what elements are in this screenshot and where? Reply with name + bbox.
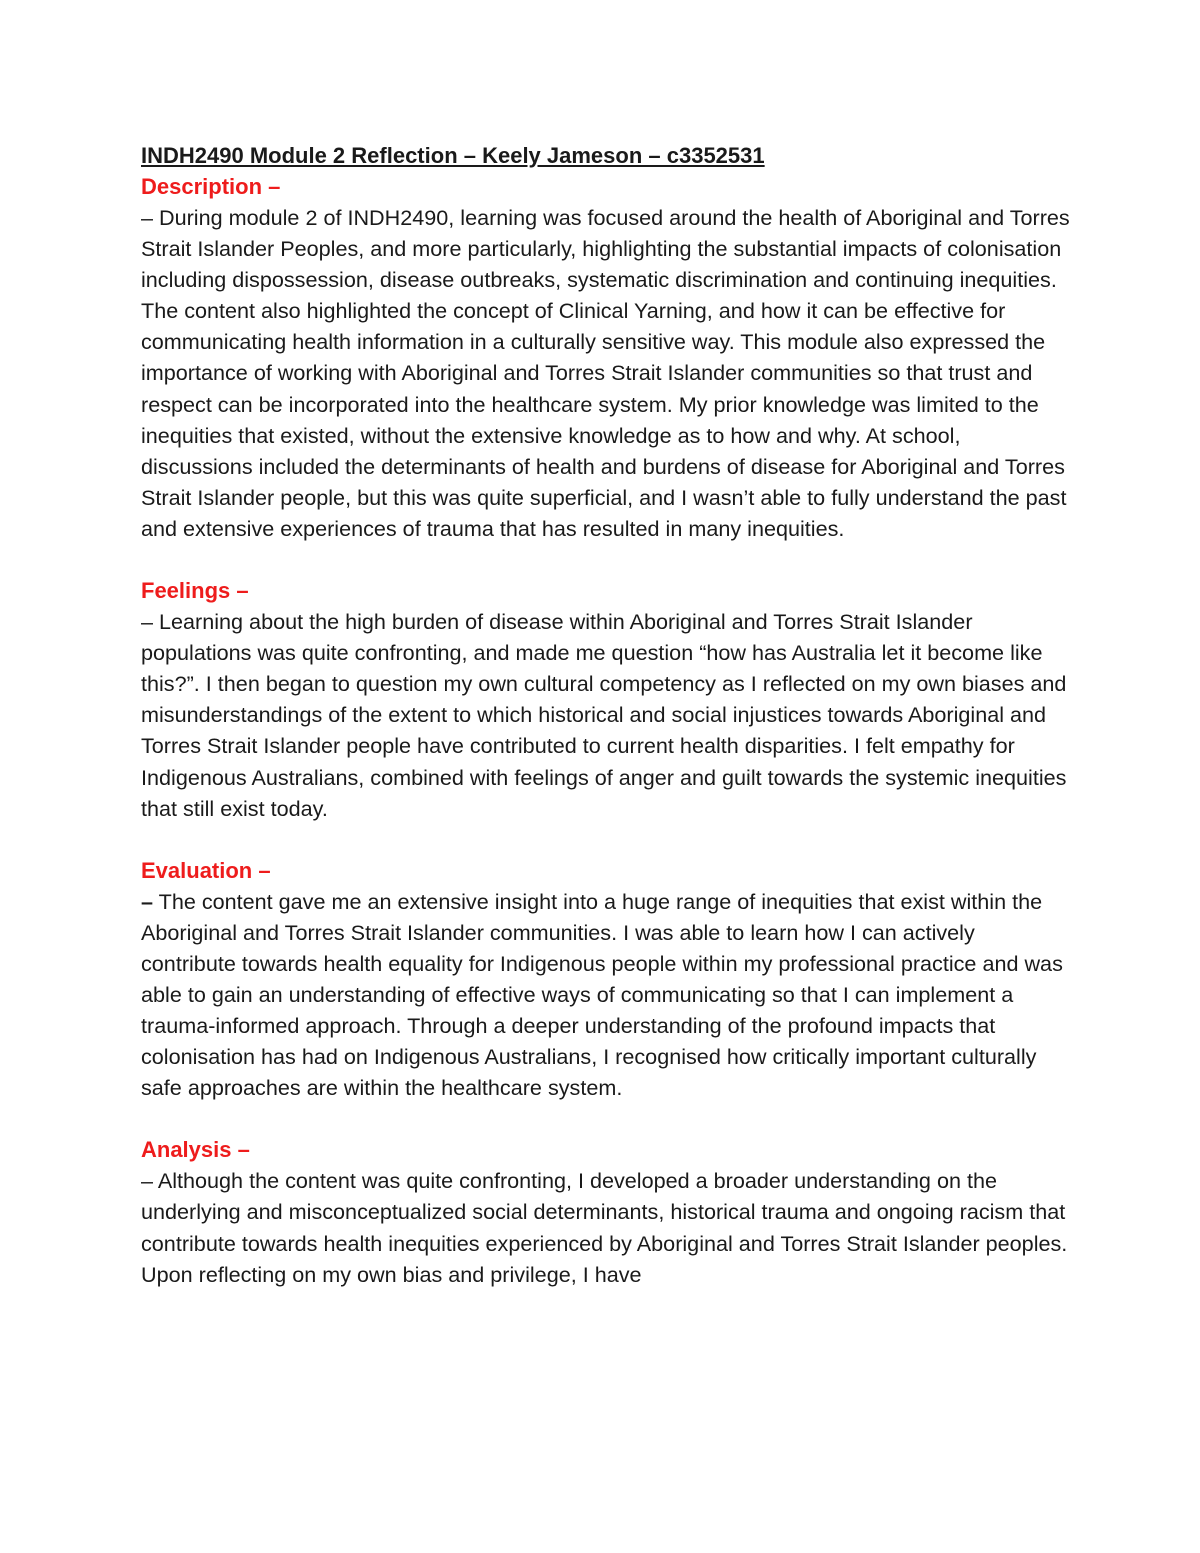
section-heading-evaluation: Evaluation – (141, 857, 271, 883)
evaluation-dash: – (141, 888, 154, 914)
section-body-description: – During module 2 of INDH2490, learning was focused around the health of Aboriginal and Torres Strait Islander Peoples, and more particularly, highlighting the substantial impacts of colonisation including dispossession, disease outbreaks, systematic discrimination and continuing inequities. The content also highlighted the concept of Clinical Yarning, and how it can be effective for communicating health information in a culturally sensitive way. This module also expressed the importance of working with Aboriginal and Torres Strait Islander communities so that trust and respect can be incorporated into the healthcare system. My prior knowledge was limited to the inequities that existed, without the extensive knowledge as to how and why. At school, discussions included the determinants of health and burdens of disease for Aboriginal and Torres Strait Islander people, but this was quite superficial, and I wasn’t able to fully understand the past and extensive experiences of trauma that has resulted in many inequities. (141, 205, 1070, 541)
evaluation-text: The content gave me an extensive insight into a huge range of inequities that exist within the Aboriginal and Torres Strait Islander communities. I was able to learn how I can actively contribute towards health equality for Indigenous people within my professional practice and was able to gain an understanding of effective ways of communicating so that I can implement a trauma-informed approach. Through a deeper understanding of the profound impacts that colonisation has had on Indigenous Australians, I recognised how critically important culturally safe approaches are within the healthcare system. (141, 888, 1063, 1101)
paragraph-gap (141, 1103, 1071, 1134)
document-page (141, 140, 1071, 1290)
section-heading-analysis: Analysis – (141, 1137, 250, 1163)
section-body-evaluation (141, 886, 1071, 1104)
paragraph-gap (141, 544, 1071, 575)
document-title: INDH2490 Module 2 Reflection – Keely Jameson – c3352531 (141, 143, 765, 168)
section-body-analysis: – Although the content was quite confronting, I developed a broader understanding on the underlying and misconceptualized social determinants, historical trauma and ongoing racism that contribute towards health inequities experienced by Aboriginal and Torres Strait Islander peoples. Upon reflecting on my own bias and privilege, I have (141, 1168, 1068, 1287)
section-body-feelings: – Learning about the high burden of disease within Aboriginal and Torres Strait Islander populations was quite confronting, and made me question “how has Australia let it become like this?”. I then began to question my own cultural competency as I reflected on my own biases and misunderstandings of the extent to which historical and social injustices towards Aboriginal and Torres Strait Islander people have contributed to current health disparities. I felt empathy for Indigenous Australians, combined with feelings of anger and guilt towards the systemic inequities that still exist today. (141, 609, 1067, 821)
section-heading-feelings: Feelings – (141, 578, 249, 604)
paragraph-gap (141, 824, 1071, 855)
section-heading-description: Description – (141, 174, 281, 199)
